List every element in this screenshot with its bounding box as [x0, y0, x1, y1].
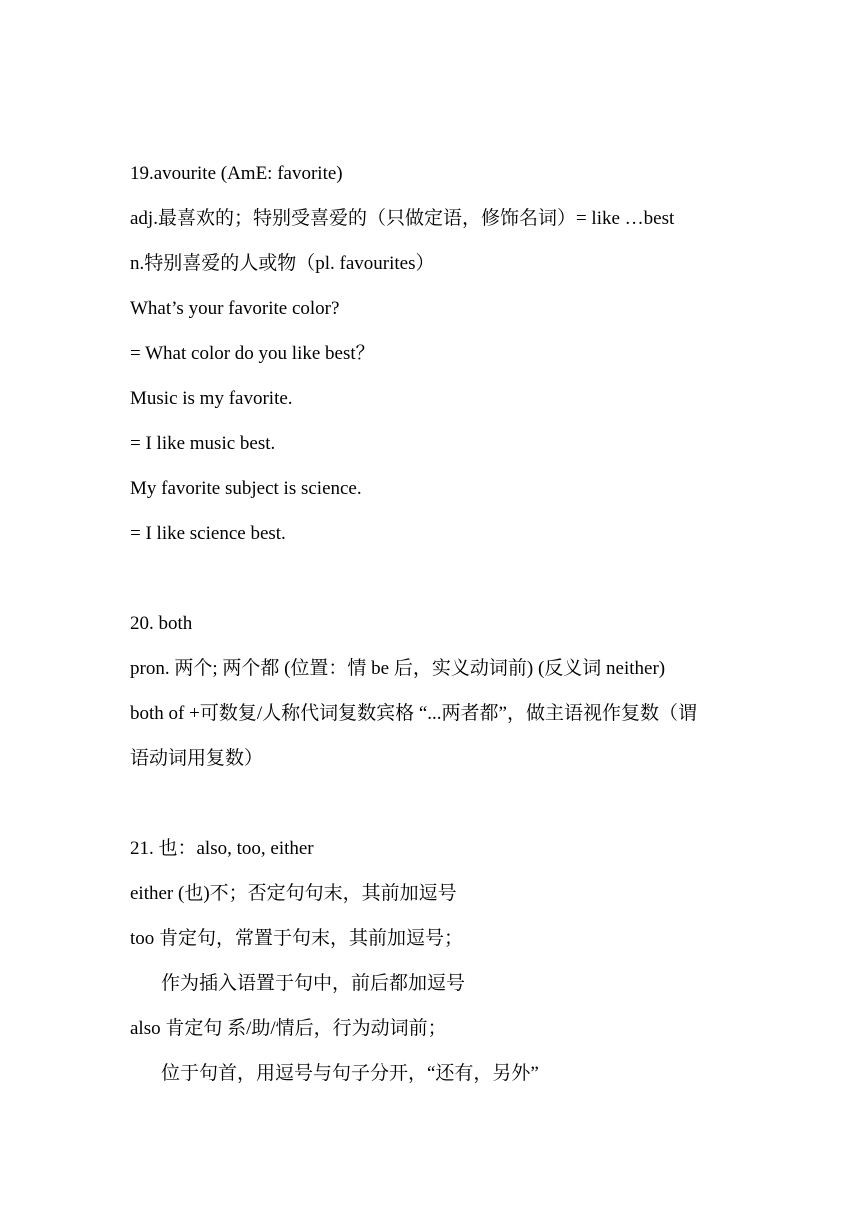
section-19-line: What’s your favorite color? [130, 298, 340, 319]
section-19-line: Music is my favorite. [130, 388, 293, 409]
section-20-heading: 20. both [130, 613, 193, 634]
section-21-line: also 肯定句 系/助/情后，行为动词前； [130, 1018, 447, 1039]
section-19-line: = I like music best. [130, 433, 276, 454]
section-19-line: = I like science best. [130, 523, 286, 544]
section-20-line: pron. 两个; 两个都 (位置：情 be 后，实义动词前) (反义词 neither) [130, 658, 666, 679]
section-19-heading: 19.avourite (AmE: favorite) [130, 163, 343, 184]
section-20-line: both of +可数复/人称代词复数宾格 “...两者都”，做主语视作复数（谓 [130, 703, 697, 724]
section-20-line: 语动词用复数） [130, 748, 264, 769]
section-19-line: adj.最喜欢的；特别受喜爱的（只做定语，修饰名词）= like …best [130, 208, 675, 229]
section-21-line: either (也)不；否定句句末，其前加逗号 [130, 883, 457, 904]
section-19-line: n.特别喜爱的人或物（pl. favourites） [130, 253, 435, 274]
section-21-line: 作为插入语置于句中，前后都加逗号 [161, 973, 466, 994]
section-21-line: too 肯定句，常置于句末，其前加逗号； [130, 928, 464, 949]
section-21-line: 位于句首，用逗号与句子分开，“还有，另外” [161, 1063, 539, 1084]
section-21-heading: 21. 也：also, too, either [130, 838, 314, 859]
section-19-line: = What color do you like best？ [130, 343, 375, 364]
section-19-line: My favorite subject is science. [130, 478, 362, 499]
